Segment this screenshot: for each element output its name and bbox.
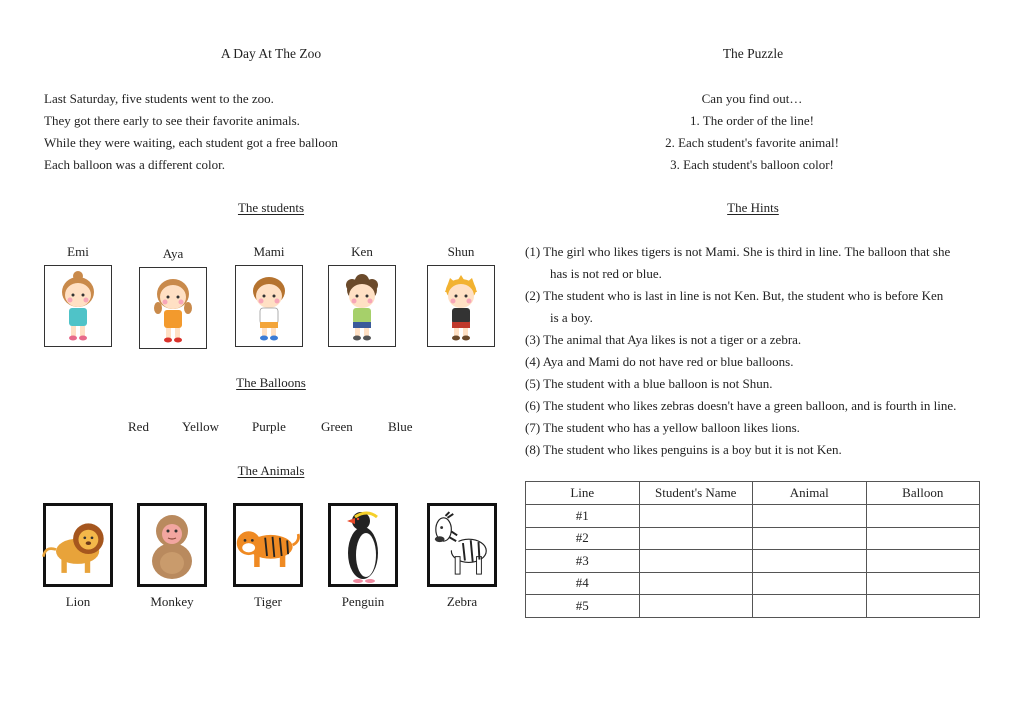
monkey-icon (142, 507, 202, 583)
puzzle-line: Can you find out… (701, 91, 803, 106)
puzzle-line: 2. Each student's favorite animal! (665, 135, 839, 150)
student-name-cell[interactable] (639, 505, 753, 528)
puzzle-title: The Puzzle (722, 46, 784, 61)
balloon-cell[interactable] (866, 550, 980, 573)
puzzle-questions (602, 88, 902, 176)
animal-card-penguin (325, 503, 401, 611)
answer-table (525, 481, 980, 618)
student-name: Ken (351, 244, 373, 259)
animal-cell[interactable] (753, 505, 867, 528)
line-number-cell: #4 (526, 572, 640, 595)
balloon-cell[interactable] (866, 595, 980, 618)
balloons-heading: The Balloons (236, 375, 306, 390)
hint-item-continuation: has is not red or blue. (550, 266, 662, 281)
intro-line: They got there early to see their favorite animals. (44, 113, 300, 128)
column-header-line: Line (526, 482, 640, 505)
student-card-mami (234, 243, 304, 347)
balloon-color: Blue (388, 419, 413, 434)
hint-item: (5) The student with a blue balloon is not Shun. (525, 376, 773, 391)
hint-item: (6) The student who likes zebras doesn't have a green balloon, and is fourth in line. (525, 398, 957, 413)
puzzle-line: 1. The order of the line! (690, 113, 814, 128)
puzzle-line: 3. Each student's balloon color! (670, 157, 834, 172)
animal-name: Zebra (446, 594, 478, 609)
student-name: Mami (253, 244, 285, 259)
animal-picture-frame (427, 503, 497, 587)
table-row (526, 550, 980, 573)
hint-item-continuation: is a boy. (550, 310, 593, 325)
students-heading: The students (237, 200, 305, 215)
line-number-cell: #1 (526, 505, 640, 528)
student-name: Shun (447, 244, 475, 259)
student-card-emi (43, 243, 113, 347)
line-number-cell: #5 (526, 595, 640, 618)
hints-list (525, 241, 995, 463)
hint-item: (8) The student who likes penguins is a boy but it is not Ken. (525, 442, 842, 457)
intro-line: While they were waiting, each student got a free balloon (44, 135, 338, 150)
hint-item: (2) The student who is last in line is not Ken. But, the student who is before Ken (525, 288, 944, 303)
girl-icon (51, 268, 105, 344)
animal-cell[interactable] (753, 572, 867, 595)
animal-card-zebra (424, 503, 500, 611)
animal-card-tiger (230, 503, 306, 611)
intro-line: Last Saturday, five students went to the zoo. (44, 91, 274, 106)
animal-cell[interactable] (753, 550, 867, 573)
animal-name: Penguin (341, 594, 385, 609)
line-number-cell: #3 (526, 550, 640, 573)
student-name: Emi (67, 244, 89, 259)
animal-card-monkey (134, 503, 210, 611)
balloon-cell[interactable] (866, 572, 980, 595)
student-picture-frame (44, 265, 112, 347)
line-number-cell: #2 (526, 527, 640, 550)
balloon-cell[interactable] (866, 505, 980, 528)
hints-heading: The Hints (727, 200, 779, 215)
intro-paragraph (44, 88, 338, 176)
balloon-color: Yellow (182, 419, 219, 434)
animal-cell[interactable] (753, 527, 867, 550)
page-title: A Day At The Zoo (220, 46, 322, 61)
column-header-animal: Animal (753, 482, 867, 505)
boy-icon (335, 268, 389, 344)
animal-picture-frame (233, 503, 303, 587)
animal-picture-frame (137, 503, 207, 587)
student-name-cell[interactable] (639, 527, 753, 550)
hint-item: (3) The animal that Aya likes is not a tiger or a zebra. (525, 332, 802, 347)
hint-item: (1) The girl who likes tigers is not Mami. She is third in line. The balloon that she (525, 244, 951, 259)
column-header-balloon: Balloon (866, 482, 980, 505)
animals-heading: The Animals (237, 463, 305, 478)
balloon-color: Green (321, 419, 353, 434)
student-card-shun (426, 243, 496, 347)
zebra-icon (430, 509, 494, 581)
table-row (526, 505, 980, 528)
table-row (526, 527, 980, 550)
lion-icon (38, 510, 110, 580)
student-picture-frame (139, 267, 207, 349)
balloon-cell[interactable] (866, 527, 980, 550)
animal-name: Lion (65, 594, 91, 609)
hint-item: (4) Aya and Mami do not have red or blue balloons. (525, 354, 794, 369)
student-picture-frame (328, 265, 396, 347)
animal-card-lion (40, 503, 116, 611)
table-row (526, 572, 980, 595)
animal-name: Monkey (150, 594, 194, 609)
boy-icon (242, 268, 296, 344)
intro-line: Each balloon was a different color. (44, 157, 225, 172)
student-picture-frame (235, 265, 303, 347)
hint-item: (7) The student who has a yellow balloon likes lions. (525, 420, 800, 435)
student-name-cell[interactable] (639, 595, 753, 618)
student-card-ken (327, 243, 397, 347)
animal-name: Tiger (254, 594, 282, 609)
girl-icon (146, 270, 200, 346)
student-name-cell[interactable] (639, 572, 753, 595)
boy-icon (434, 268, 488, 344)
student-name-cell[interactable] (639, 550, 753, 573)
table-row (526, 595, 980, 618)
student-picture-frame (427, 265, 495, 347)
student-card-aya (138, 245, 208, 349)
balloon-color: Purple (252, 419, 286, 434)
penguin-icon (333, 505, 393, 585)
tiger-icon (234, 515, 300, 575)
balloon-color: Red (128, 419, 149, 434)
column-header-student-name: Student's Name (639, 482, 753, 505)
animal-picture-frame (328, 503, 398, 587)
balloon-color-list (0, 419, 520, 439)
animal-picture-frame (43, 503, 113, 587)
table-header-row (526, 482, 980, 505)
animal-cell[interactable] (753, 595, 867, 618)
student-name: Aya (162, 246, 184, 261)
